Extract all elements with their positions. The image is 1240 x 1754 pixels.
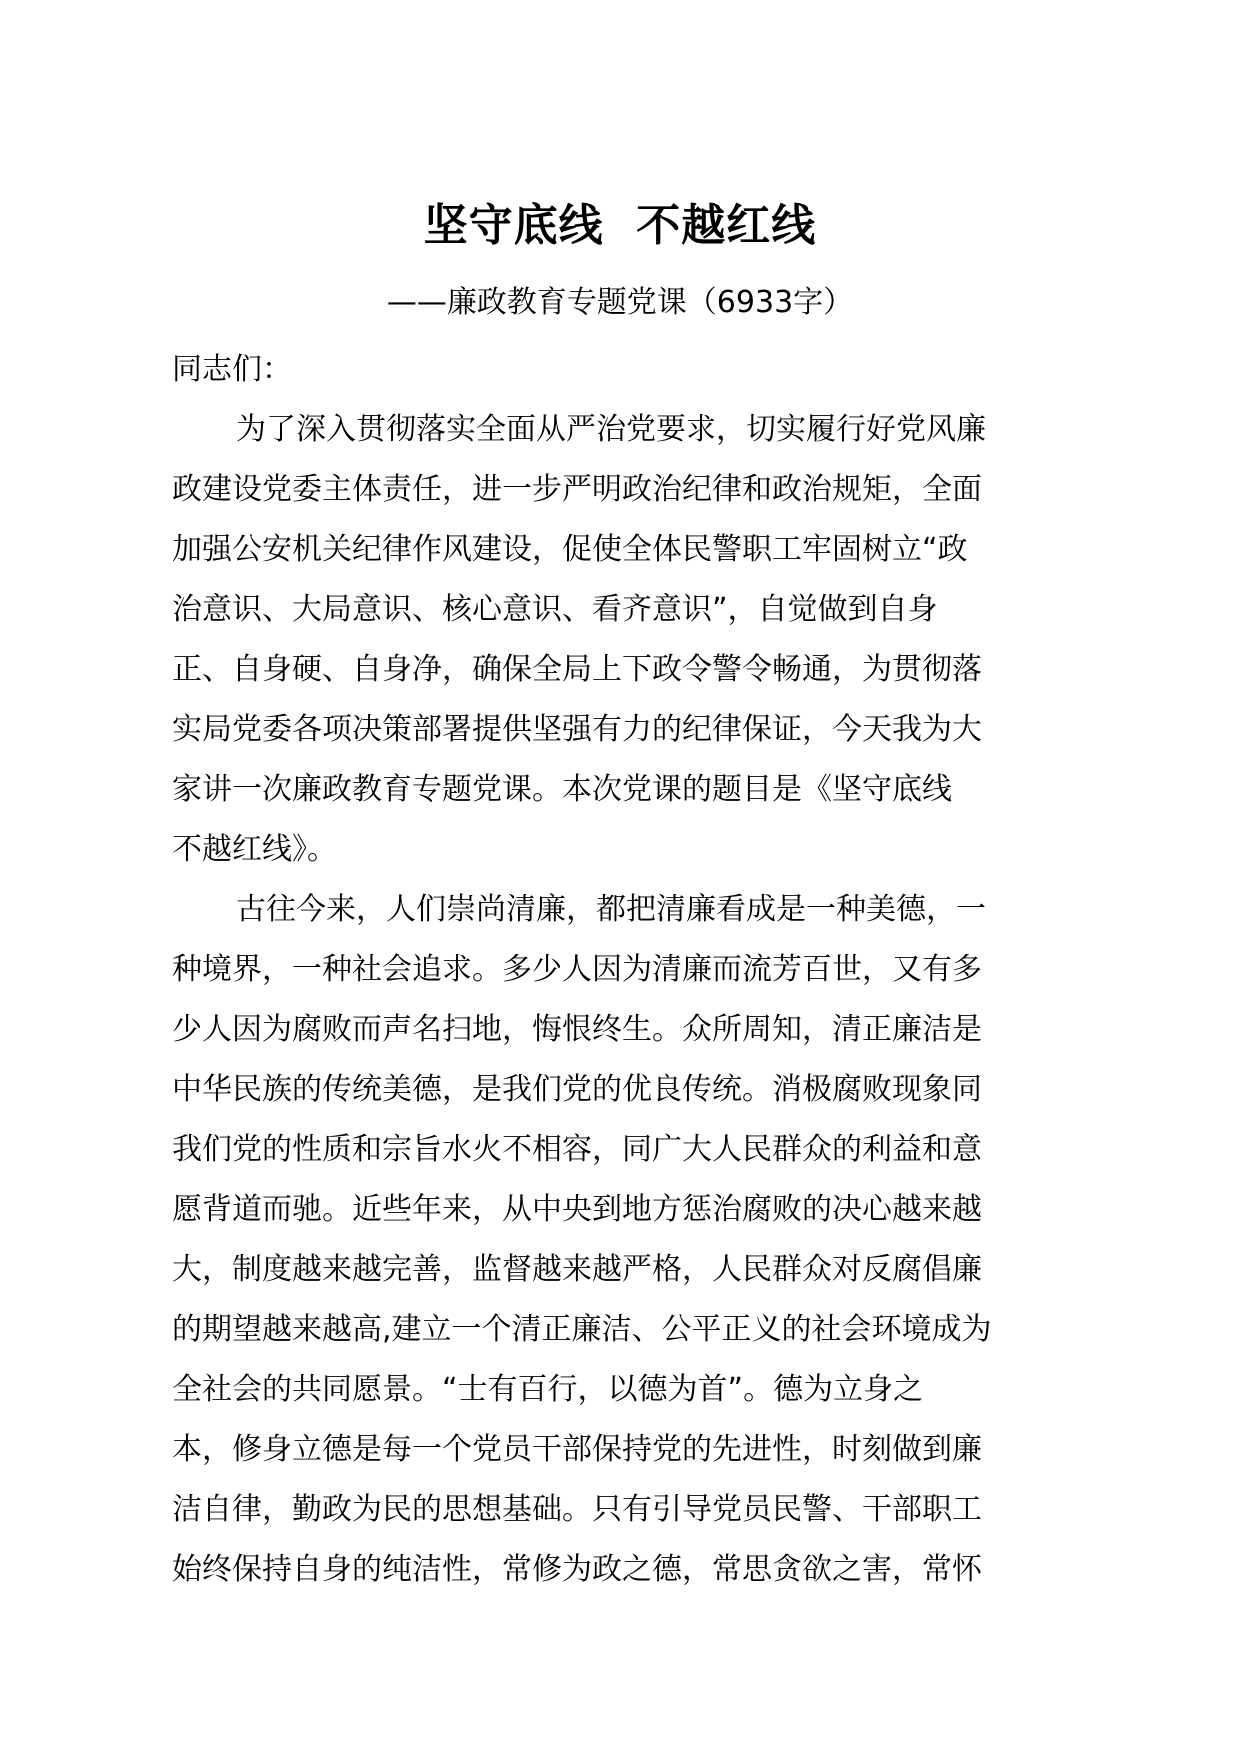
paragraph-line: 为了深入贯彻落实全面从严治党要求，切实履行好党风廉 — [236, 412, 986, 447]
paragraph-line: 古往今来，人们崇尚清廉，都把清廉看成是一种美德，一 — [236, 892, 986, 927]
paragraph-line: 的期望越来越高,建立一个清正廉洁、公平正义的社会环境成为 — [172, 1312, 992, 1347]
paragraph-line: 政建设党委主体责任，进一步严明政治纪律和政治规矩，全面 — [172, 472, 982, 507]
document-subtitle: ——廉政教育专题党课（6933字） — [386, 285, 854, 320]
document-title: 坚守底线 不越红线 — [423, 200, 817, 251]
paragraph-line: 大，制度越来越完善，监督越来越严格，人民群众对反腐倡廉 — [172, 1252, 982, 1287]
document-body — [172, 340, 1092, 1600]
paragraph-line: 我们党的性质和宗旨水火不相容，同广大人民群众的利益和意 — [172, 1132, 982, 1167]
paragraph-line: 不越红线》。 — [172, 832, 337, 867]
paragraph-line: 少人因为腐败而声名扫地，悔恨终生。众所周知，清正廉洁是 — [172, 1012, 982, 1047]
paragraph-line: 本，修身立德是每一个党员干部保持党的先进性，时刻做到廉 — [172, 1432, 982, 1467]
paragraph-2 — [172, 880, 1092, 1600]
paragraph-line: 全社会的共同愿景。“士有百行，以德为首”。德为立身之 — [172, 1372, 924, 1407]
paragraph-line: 正、自身硬、自身净，确保全局上下政令警令畅通，为贯彻落 — [172, 652, 982, 687]
salutation: 同志们： — [172, 352, 292, 387]
paragraph-1 — [172, 400, 1092, 880]
paragraph-line: 种境界，一种社会追求。多少人因为清廉而流芳百世，又有多 — [172, 952, 982, 987]
paragraph-line: 中华民族的传统美德，是我们党的优良传统。消极腐败现象同 — [172, 1072, 982, 1107]
paragraph-line: 实局党委各项决策部署提供坚强有力的纪律保证，今天我为大 — [172, 712, 982, 747]
paragraph-line: 治意识、大局意识、核心意识、看齐意识”，自觉做到自身 — [172, 592, 938, 627]
paragraph-line: 加强公安机关纪律作风建设，促使全体民警职工牢固树立“政 — [172, 532, 968, 567]
paragraph-line: 始终保持自身的纯洁性，常修为政之德，常思贪欲之害，常怀 — [172, 1552, 982, 1587]
paragraph-line: 洁自律，勤政为民的思想基础。只有引导党员民警、干部职工 — [172, 1492, 982, 1527]
paragraph-line: 愿背道而驰。近些年来，从中央到地方惩治腐败的决心越来越 — [172, 1192, 982, 1227]
paragraph-line: 家讲一次廉政教育专题党课。本次党课的题目是《坚守底线 — [172, 772, 952, 807]
